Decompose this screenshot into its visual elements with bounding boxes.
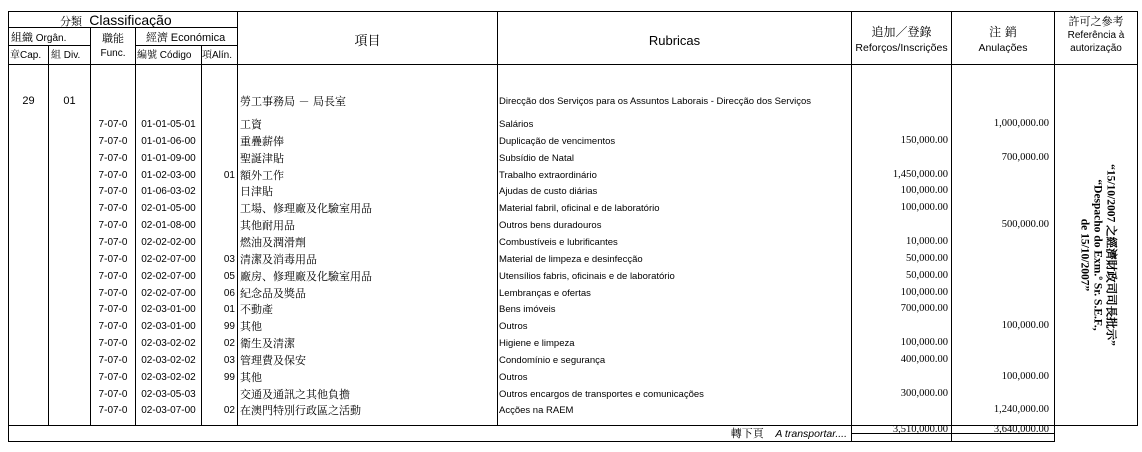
row-alinea: 03 (223, 253, 235, 265)
header-anulacoes: 注 銷 Anulações (978, 25, 1028, 54)
row-item-zh: 燃油及潤滑劑 (240, 235, 306, 249)
row-reforco: 1,450,000.00 (892, 168, 948, 180)
row-func: 7-07-0 (98, 270, 128, 282)
row-item-zh: 交通及通訊之其他負擔 (240, 387, 350, 401)
row-alinea: 06 (223, 287, 235, 299)
row-code: 02-01-05-00 (141, 203, 196, 215)
row-alinea: 01 (223, 304, 235, 316)
row-anulacao: 1,000,000.00 (993, 118, 1049, 129)
row-code: 02-01-08-00 (141, 220, 196, 232)
row-reforco: 700,000.00 (900, 303, 948, 315)
row-rubrica: Bens imóveis (499, 304, 556, 316)
row-rubrica: Subsídio de Natal (499, 152, 574, 164)
row-func: 7-07-0 (98, 405, 128, 417)
header-organica: 組織 Orgân. (11, 31, 67, 44)
row-item-zh: 其他 (240, 370, 262, 384)
row-reforco: 100,000.00 (900, 202, 948, 214)
row-alinea: 01 (223, 169, 235, 181)
header-reforcos: 追加／登錄 Reforços/Inscrições (855, 25, 948, 54)
row-code: 01-02-03-00 (141, 169, 196, 181)
row-code: 01-01-05-01 (141, 119, 196, 130)
row-func: 7-07-0 (98, 321, 128, 333)
row-alinea: 05 (223, 270, 235, 282)
header-alinea: 項Alín. (202, 50, 233, 61)
header-capitulo: 章Cap. (10, 50, 42, 61)
row-func: 7-07-0 (98, 203, 128, 215)
rule-header-bottom (8, 64, 1138, 65)
authorization-note (1054, 85, 1140, 425)
row-item-zh: 衛生及清潔 (240, 337, 295, 351)
row-anulacao: 700,000.00 (1001, 151, 1049, 163)
row-item-zh: 聖誕津貼 (240, 151, 284, 165)
row-func: 7-07-0 (98, 169, 128, 181)
row-func: 7-07-0 (98, 135, 128, 147)
row-item-zh: 其他耐用品 (240, 219, 295, 233)
row-item-zh: 日津貼 (240, 185, 273, 199)
row-code: 01-01-09-00 (141, 152, 196, 164)
row-item-zh: 管理費及保安 (240, 353, 306, 367)
row-code: 02-02-07-00 (141, 253, 196, 265)
row-rubrica: Combustíveis e lubrificantes (499, 236, 618, 248)
row-anulacao: 100,000.00 (1001, 370, 1049, 382)
rule-footer-bottom (8, 441, 1054, 442)
row-item-zh: 廠房、修理廠及化驗室用品 (240, 269, 372, 283)
col-left-edge (8, 11, 9, 442)
row-reforco: 50,000.00 (906, 252, 948, 264)
row-code: 02-02-07-00 (141, 270, 196, 282)
section-div: 01 (63, 95, 76, 107)
col-rubricas (851, 11, 852, 442)
row-code: 02-03-05-03 (141, 388, 196, 400)
header-economica: 經濟 Económica (146, 31, 226, 44)
note-line-3: de 15/10/2007” (1078, 218, 1091, 292)
row-rubrica: Lembranças e ofertas (499, 287, 591, 299)
row-item-zh: 紀念品及獎品 (240, 286, 306, 300)
row-code: 02-03-02-02 (141, 338, 196, 350)
col-alin (237, 11, 238, 425)
row-func: 7-07-0 (98, 253, 128, 265)
row-rubrica: Outros (499, 321, 528, 333)
row-code: 01-06-03-02 (141, 186, 196, 198)
header-codigo: 編號 Código (137, 50, 192, 61)
row-item-zh: 重疊薪俸 (240, 134, 284, 148)
rule-header-2 (8, 45, 90, 46)
row-reforco: 100,000.00 (900, 337, 948, 349)
header-rubricas: Rubricas (648, 33, 701, 48)
header-items-zh: 項目 (354, 34, 381, 49)
row-item-zh: 其他 (240, 320, 262, 334)
row-rubrica: Outros encargos de transportes e comunicações (499, 388, 704, 400)
row-item-zh: 清潔及消毒用品 (240, 252, 317, 266)
section-cap: 29 (22, 95, 35, 107)
row-func: 7-07-0 (98, 354, 128, 366)
note-line-1: “15/10/2007 之經濟財政司司長批示” (1104, 164, 1117, 346)
row-rubrica: Ajudas de custo diárias (499, 186, 598, 198)
col-items (497, 11, 498, 425)
footer-total-reforcos: 3,510,000.00 (892, 424, 948, 435)
row-rubrica: Utensílios fabris, oficinais e de laboratório (499, 270, 675, 282)
row-item-zh: 額外工作 (240, 168, 284, 182)
rule-top (8, 11, 1138, 12)
row-reforco: 150,000.00 (900, 134, 948, 146)
row-item-zh: 工場、修理廠及化驗室用品 (240, 202, 372, 216)
row-func: 7-07-0 (98, 371, 128, 383)
row-item-zh: 工資 (240, 118, 262, 131)
row-code: 02-03-01-00 (141, 304, 196, 316)
row-alinea: 99 (223, 321, 235, 333)
row-item-zh: 不動產 (240, 303, 273, 317)
row-func: 7-07-0 (98, 388, 128, 400)
row-rubrica: Higiene e limpeza (499, 338, 575, 350)
row-func: 7-07-0 (98, 220, 128, 232)
row-alinea: 03 (223, 354, 235, 366)
row-alinea: 02 (223, 338, 235, 350)
row-reforco: 100,000.00 (900, 185, 948, 197)
row-code: 02-02-02-00 (141, 236, 196, 248)
note-line-2: “Despacho do Exm.º Sr. S.E.F., (1091, 179, 1104, 331)
row-rubrica: Outros bens duradouros (499, 220, 602, 232)
row-anulacao: 500,000.00 (1001, 219, 1049, 231)
header-funcional: 職能 Func. (100, 32, 126, 59)
header-autorizacao: 許可之參考 Referência à autorização (1067, 15, 1125, 54)
footer-label: 轉下頁 A transportar.... (730, 427, 847, 440)
row-code: 02-03-02-02 (141, 371, 196, 383)
row-func: 7-07-0 (98, 186, 128, 198)
row-func: 7-07-0 (98, 338, 128, 350)
row-item-zh: 在澳門特別行政區之活動 (240, 404, 361, 418)
footer-total-anulacoes: 3,640,000.00 (993, 424, 1049, 435)
row-code: 01-01-06-00 (141, 135, 196, 147)
row-reforco: 300,000.00 (900, 387, 948, 399)
row-rubrica: Condomínio e segurança (499, 354, 606, 366)
row-rubrica: Salários (499, 119, 534, 130)
row-reforco: 100,000.00 (900, 286, 948, 298)
row-anulacao: 100,000.00 (1001, 320, 1049, 332)
row-alinea: 02 (223, 405, 235, 417)
row-anulacao: 1,240,000.00 (993, 404, 1049, 416)
row-rubrica: Trabalho extraordinário (499, 169, 597, 181)
row-func: 7-07-0 (98, 152, 128, 164)
row-reforco: 400,000.00 (900, 353, 948, 365)
row-rubrica: Material fabril, oficinal e de laboratório (499, 203, 660, 215)
section-title-pt: Direcção dos Serviços para os Assuntos Laborais - Direcção dos Serviços (499, 96, 812, 107)
row-code: 02-02-07-00 (141, 287, 196, 299)
row-reforco: 10,000.00 (906, 235, 948, 247)
row-func: 7-07-0 (98, 287, 128, 299)
header-divisao: 組 Div. (51, 50, 81, 61)
row-func: 7-07-0 (98, 304, 128, 316)
row-code: 02-03-01-00 (141, 321, 196, 333)
col-code (201, 45, 202, 425)
row-rubrica: Duplicação de vencimentos (499, 135, 616, 147)
row-func: 7-07-0 (98, 119, 128, 130)
row-code: 02-03-02-02 (141, 354, 196, 366)
rule-header-2b (135, 45, 237, 46)
row-alinea: 99 (223, 371, 235, 383)
section-title-zh: 勞工事務局 － 局長室 (240, 95, 346, 108)
row-reforco: 50,000.00 (906, 269, 948, 281)
row-rubrica: Material de limpeza e desinfecção (499, 253, 643, 265)
row-code: 02-03-07-00 (141, 405, 196, 417)
header-classificacao: 分類 Classificação (60, 12, 172, 28)
row-func: 7-07-0 (98, 236, 128, 248)
row-rubrica: Outros (499, 371, 528, 383)
row-rubrica: Acções na RAEM (499, 405, 574, 417)
